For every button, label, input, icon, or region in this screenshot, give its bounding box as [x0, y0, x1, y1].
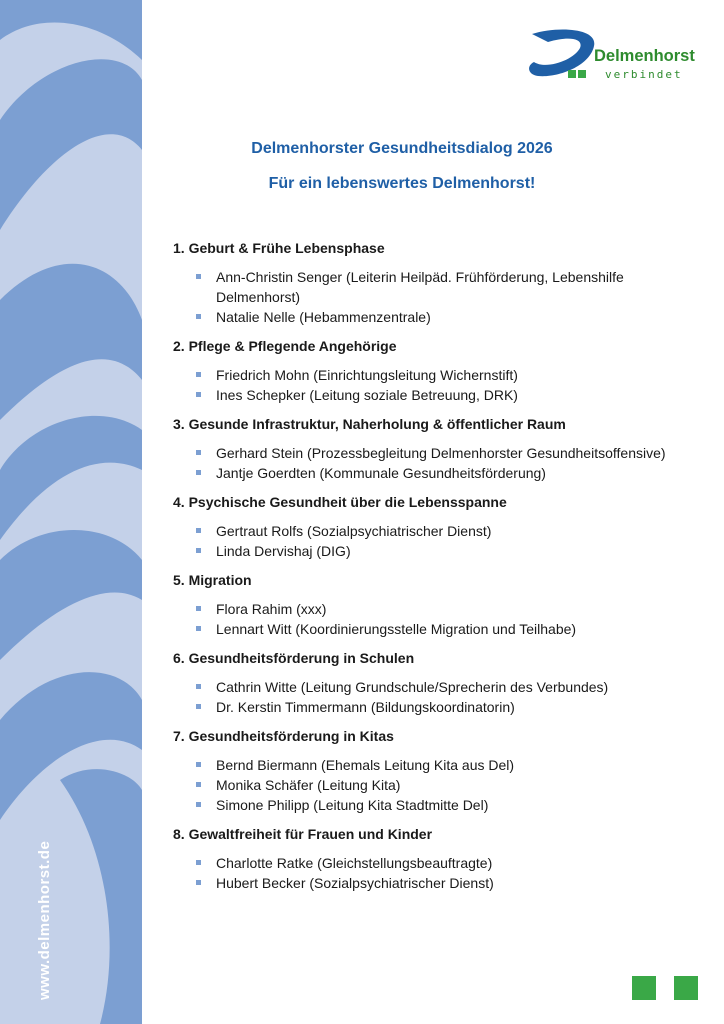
bullet-icon — [196, 704, 201, 709]
list-item — [173, 755, 693, 775]
list-item-text: Dr. Kerstin Timmermann (Bildungskoordinatorin) — [216, 699, 515, 715]
list-item — [173, 775, 693, 795]
page-subtitle: Für ein lebenswertes Delmenhorst! — [268, 175, 536, 192]
bullet-icon — [196, 606, 201, 611]
list-item-text: Simone Philipp (Leitung Kita Stadtmitte Del) — [216, 797, 489, 813]
page-title: Delmenhorster Gesundheitsdialog 2026 — [251, 140, 553, 157]
list-item — [173, 619, 693, 639]
section-items — [173, 599, 693, 639]
list-item-text: Hubert Becker (Sozialpsychiatrischer Dienst) — [216, 875, 494, 891]
list-item — [173, 463, 693, 483]
section-items — [173, 677, 693, 717]
list-item — [173, 365, 693, 385]
list-item — [173, 795, 693, 815]
section-items — [173, 853, 693, 893]
bullet-icon — [196, 470, 201, 475]
section-heading: 1. Geburt & Frühe Lebensphase — [173, 240, 385, 256]
list-item-text: Natalie Nelle (Hebammenzentrale) — [216, 309, 431, 325]
section-heading: 7. Gesundheitsförderung in Kitas — [173, 728, 394, 744]
section-items — [173, 267, 693, 327]
section-6 — [173, 648, 693, 717]
bullet-icon — [196, 880, 201, 885]
section-items — [173, 443, 693, 483]
list-item — [173, 853, 693, 873]
section-heading: 3. Gesunde Infrastruktur, Naherholung & öffentlicher Raum — [173, 416, 566, 432]
list-item-text: Ann-Christin Senger (Leiterin Heilpäd. Frühförderung, Lebenshilfe Delmenhorst) — [216, 269, 624, 305]
section-heading: 2. Pflege & Pflegende Angehörige — [173, 338, 397, 354]
list-item — [173, 443, 693, 463]
list-item-text: Gerhard Stein (Prozessbegleitung Delmenhorster Gesundheitsoffensive) — [216, 445, 666, 461]
list-item — [173, 385, 693, 405]
list-item — [173, 267, 693, 307]
bullet-icon — [196, 314, 201, 319]
list-item-text: Friedrich Mohn (Einrichtungsleitung Wichernstift) — [216, 367, 518, 383]
swoosh-pattern — [0, 0, 142, 1024]
bullet-icon — [196, 450, 201, 455]
list-item — [173, 521, 693, 541]
section-1 — [173, 238, 693, 327]
list-item-text: Ines Schepker (Leitung soziale Betreuung, DRK) — [216, 387, 518, 403]
list-item-text: Gertraut Rolfs (Sozialpsychiatrischer Dienst) — [216, 523, 492, 539]
list-item-text: Bernd Biermann (Ehemals Leitung Kita aus Del) — [216, 757, 515, 773]
section-4 — [173, 492, 693, 561]
bullet-icon — [196, 762, 201, 767]
list-item-text: Linda Dervishaj (DIG) — [216, 543, 351, 559]
bullet-icon — [196, 372, 201, 377]
section-list — [173, 238, 693, 902]
list-item — [173, 697, 693, 717]
section-items — [173, 521, 693, 561]
list-item — [173, 541, 693, 561]
sidebar-decoration — [0, 0, 142, 1024]
bullet-icon — [196, 274, 201, 279]
list-item-text: Lennart Witt (Koordinierungsstelle Migration und Teilhabe) — [216, 621, 577, 637]
list-item — [173, 873, 693, 893]
section-7 — [173, 726, 693, 815]
section-3 — [173, 414, 693, 483]
list-item-text: Cathrin Witte (Leitung Grundschule/Sprecherin des Verbundes) — [216, 679, 609, 695]
list-item — [173, 599, 693, 619]
bullet-icon — [196, 802, 201, 807]
bullet-icon — [196, 626, 201, 631]
logo-name: Delmenhorst — [594, 47, 695, 65]
decorative-square-left — [632, 976, 656, 1000]
list-item — [173, 307, 693, 327]
decorative-square-right — [674, 976, 698, 1000]
section-5 — [173, 570, 693, 639]
section-2 — [173, 336, 693, 405]
list-item-text: Flora Rahim (xxx) — [216, 601, 327, 617]
list-item-text: Jantje Goerdten (Kommunale Gesundheitsförderung) — [216, 465, 546, 481]
bullet-icon — [196, 782, 201, 787]
website-url: www.delmenhorst.de — [36, 840, 53, 1000]
section-items — [173, 755, 693, 815]
bullet-icon — [196, 392, 201, 397]
section-heading: 5. Migration — [173, 572, 252, 588]
section-heading: 6. Gesundheitsförderung in Schulen — [173, 650, 415, 666]
section-heading: 8. Gewaltfreiheit für Frauen und Kinder — [173, 826, 433, 842]
logo-tagline: verbindet — [605, 68, 683, 81]
bullet-icon — [196, 860, 201, 865]
list-item-text: Charlotte Ratke (Gleichstellungsbeauftragte) — [216, 855, 493, 871]
section-8 — [173, 824, 693, 893]
bullet-icon — [196, 548, 201, 553]
list-item-text: Monika Schäfer (Leitung Kita) — [216, 777, 401, 793]
list-item — [173, 677, 693, 697]
section-heading: 4. Psychische Gesundheit über die Lebensspanne — [173, 494, 507, 510]
bullet-icon — [196, 684, 201, 689]
section-items — [173, 365, 693, 405]
bullet-icon — [196, 528, 201, 533]
